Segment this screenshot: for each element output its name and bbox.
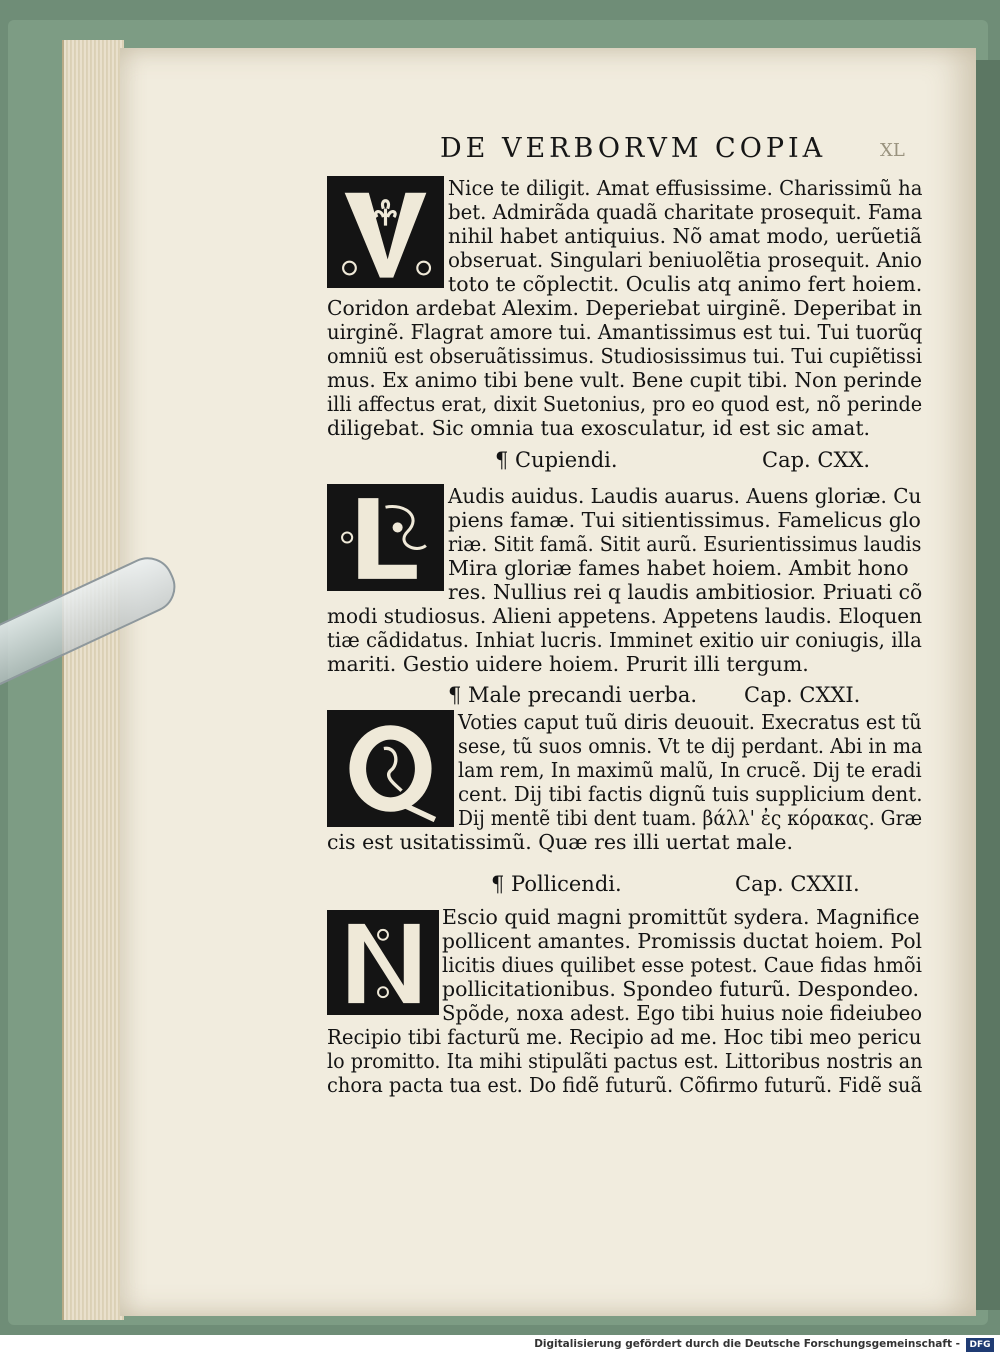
text-line: toto te cõplectit. Oculis atq animo fert hoiem. xyxy=(448,272,923,296)
initial-q-ornament xyxy=(330,713,451,824)
text-line: lam rem, In maximũ malũ, In crucẽ. Dij te eradi xyxy=(458,758,922,782)
section-heading: ¶ Male precandi uerba. xyxy=(448,683,698,707)
chapter-number: Cap. CXX. xyxy=(762,448,871,472)
text-line: licitis diues quilibet esse potest. Caue fidas hmõi xyxy=(442,953,922,977)
decorated-initial-n xyxy=(327,910,439,1015)
text-line: modi studiosus. Alieni appetens. Appetens laudis. Eloquen xyxy=(327,604,923,628)
text-line: Dij mentẽ tibi dent tuam. βάλλ' ἐς κόρακας. Græ xyxy=(458,806,923,830)
text-line: sese, tũ suos omnis. Vt te dij perdant. Abi in ma xyxy=(458,734,923,758)
text-line: omniũ est obseruãtissimus. Studiosissimus tui. Tui cupiẽtissi xyxy=(327,344,923,368)
text-line: nihil habet antiquius. Nõ amat modo, uerũetiã xyxy=(448,224,922,248)
text-line: cis est usitatissimũ. Quæ res illi uertat male. xyxy=(327,830,794,854)
text-line: tiæ cãdidatus. Inhiat lucris. Imminet exitio uir coniugis, illa xyxy=(327,628,922,652)
text-line: bet. Admirãda quadã charitate prosequit. Fama xyxy=(448,200,923,224)
folio-number: XL xyxy=(880,140,905,161)
text-line: mariti. Gestio uidere hoiem. Prurit illi tergum. xyxy=(327,652,809,676)
running-header: DE VERBORVM COPIA xyxy=(440,133,827,164)
initial-v-ornament xyxy=(330,179,441,285)
funding-credit: Digitalisierung gefördert durch die Deutsche Forschungsgemeinschaft - xyxy=(534,1338,960,1350)
dfg-logo: DFG xyxy=(966,1338,994,1352)
text-line: Nice te diligit. Amat effusissime. Charissimũ ha xyxy=(448,176,923,200)
text-line: uirginẽ. Flagrat amore tui. Amantissimus est tui. Tui tuorũq xyxy=(327,320,923,344)
text-line: pollicent amantes. Promissis ductat hoiem. Pol xyxy=(442,929,923,953)
decorated-initial-q xyxy=(327,710,454,827)
text-line: mus. Ex animo tibi bene vult. Bene cupit tibi. Non perinde xyxy=(327,368,923,392)
text-line: Recipio tibi facturũ me. Recipio ad me. Hoc tibi meo pericu xyxy=(327,1025,922,1049)
text-line: Spõde, noxa adest. Ego tibi huius noie fideiubeo xyxy=(442,1001,923,1025)
text-line: cent. Dij tibi factis dignũ tuis supplicium dent. xyxy=(458,782,923,806)
section-heading: ¶ Cupiendi. xyxy=(495,448,618,472)
decorated-initial-v xyxy=(327,176,444,288)
cover-right-edge xyxy=(976,60,1000,1310)
text-line: illi affectus erat, dixit Suetonius, pro eo quod est, nõ perinde xyxy=(327,392,923,416)
text-line: Coridon ardebat Alexim. Deperiebat uirginẽ. Deperibat in xyxy=(327,296,923,320)
initial-n-ornament xyxy=(330,913,436,1012)
initial-l-ornament xyxy=(330,487,441,588)
decorated-initial-l xyxy=(327,484,444,591)
text-line: Audis auidus. Laudis auarus. Auens gloriæ. Cu xyxy=(448,484,922,508)
text-line: chora pacta tua est. Do fidẽ futurũ. Cõfirmo futurũ. Fidẽ suã xyxy=(327,1073,923,1097)
text-line: piens famæ. Tui sitientissimus. Famelicus glo xyxy=(448,508,921,532)
text-line: Voties caput tuũ diris deuouit. Execratus est tũ xyxy=(458,710,922,734)
text-line: pollicitationibus. Spondeo futurũ. Despondeo. xyxy=(442,977,920,1001)
text-line: riæ. Sitit famã. Sitit aurũ. Esurientissimus laudis xyxy=(448,532,922,556)
text-line: diligebat. Sic omnia tua exosculatur, id est sic amat. xyxy=(327,416,871,440)
text-line: obseruat. Singulari beniuolẽtia prosequit. Anio xyxy=(448,248,922,272)
section-heading: ¶ Pollicendi. xyxy=(491,872,622,896)
page-stack-edge xyxy=(62,40,124,1320)
text-line: Escio quid magni promittũt sydera. Magnifice xyxy=(442,905,920,929)
chapter-number: Cap. CXXI. xyxy=(744,683,861,707)
digitization-footer xyxy=(0,1335,1000,1355)
text-line: lo promitto. Ita mihi stipulãti pactus est. Littoribus nostris an xyxy=(327,1049,923,1073)
text-line: res. Nullius rei q laudis ambitiosior. Priuati cõ xyxy=(448,580,923,604)
chapter-number: Cap. CXXII. xyxy=(735,872,860,896)
text-line: Mira gloriæ fames habet hoiem. Ambit hono xyxy=(448,556,909,580)
